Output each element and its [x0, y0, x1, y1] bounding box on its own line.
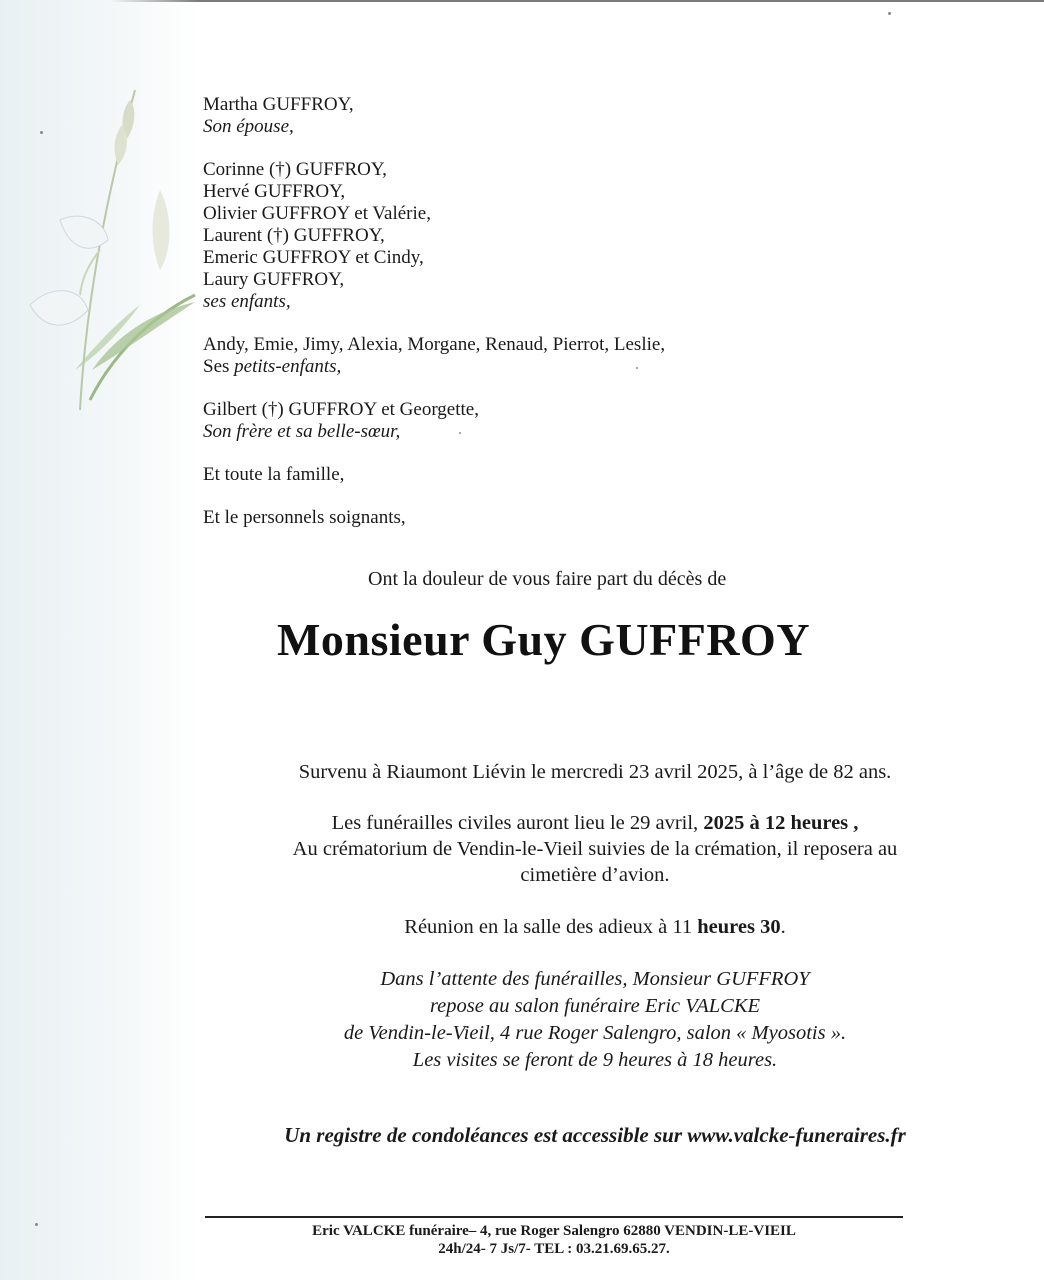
- scan-speck: [636, 367, 638, 369]
- funeral-line-1: [200, 810, 990, 836]
- salon-line: repose au salon funéraire Eric VALCKE: [429, 995, 761, 1017]
- death-details: Survenu à Riaumont Liévin le mercredi 23 avril 2025, à l’âge de 82 ans.: [298, 761, 892, 783]
- children-group: [203, 159, 665, 313]
- grandchildren-group: [203, 334, 665, 378]
- spouse-name: Martha GUFFROY,: [203, 94, 354, 115]
- spouse-relation: Son épouse,: [203, 116, 294, 137]
- lily-wheat-illustration: [10, 70, 200, 430]
- funeral-prefix: Les funérailles civiles auront lieu le 29 avril,: [331, 812, 704, 834]
- caregivers-group: [203, 507, 665, 529]
- family-list: [203, 94, 665, 550]
- meeting-prefix: Réunion en la salle des adieux à 11: [404, 916, 698, 938]
- sibling-relation: Son frère et sa belle-sœur,: [203, 421, 401, 442]
- funeral-home-footer: [205, 1222, 903, 1258]
- caregivers-line: Et le personnels soignants,: [203, 507, 406, 528]
- salon-line: de Vendin-le-Vieil, 4 rue Roger Salengro, salon « Myosotis ».: [343, 1022, 847, 1044]
- announcement-intro: Ont la douleur de vous faire part du décès de: [368, 568, 727, 590]
- funeral-time: 2025 à 12 heures ,: [703, 812, 859, 834]
- footer-address: Eric VALCKE funéraire– 4, rue Roger Salengro 62880 VENDIN-LE-VIEIL: [312, 1223, 796, 1239]
- child-name: Laury GUFFROY,: [203, 269, 345, 290]
- child-name: Olivier GUFFROY et Valérie,: [203, 203, 431, 224]
- child-name: Corinne (†) GUFFROY,: [203, 159, 387, 180]
- footer-contact: 24h/24- 7 Js/7- TEL : 03.21.69.65.27.: [438, 1241, 670, 1257]
- grandchildren-relation-line: [203, 356, 665, 378]
- salon-line: Dans l’attente des funérailles, Monsieur GUFFROY: [380, 968, 810, 990]
- meeting-details: [200, 914, 990, 940]
- whole-family-line: Et toute la famille,: [203, 464, 345, 485]
- footer-divider: [205, 1216, 903, 1218]
- scan-speck: [459, 432, 461, 434]
- funeral-line-2: Au crématorium de Vendin-le-Vieil suivies de la crémation, il reposera au: [292, 838, 898, 860]
- scan-speck: [40, 131, 43, 134]
- meeting-time: heures 30: [697, 916, 781, 938]
- spouse-group: [203, 94, 665, 138]
- scan-speck: [35, 1223, 38, 1226]
- deceased-name: Monsieur Guy GUFFROY: [277, 614, 811, 665]
- child-name: Laurent (†) GUFFROY,: [203, 225, 385, 246]
- salon-details: [200, 966, 990, 1074]
- grandchildren-relation-prefix: Ses: [203, 356, 235, 377]
- funeral-line-3: cimetière d’avion.: [520, 864, 670, 886]
- meeting-suffix: .: [780, 916, 786, 938]
- child-name: Emeric GUFFROY et Cindy,: [203, 247, 424, 268]
- whole-family-group: [203, 464, 665, 486]
- condolence-registry: Un registre de condoléances est accessible sur www.valcke-funeraires.fr: [284, 1123, 906, 1147]
- scan-speck: [888, 12, 891, 15]
- salon-line: Les visites se feront de 9 heures à 18 heures.: [412, 1049, 778, 1071]
- funeral-details: [200, 810, 990, 888]
- child-name: Hervé GUFFROY,: [203, 181, 346, 202]
- grandchildren-names: Andy, Emie, Jimy, Alexia, Morgane, Renaud, Pierrot, Leslie,: [203, 334, 666, 355]
- sibling-names: Gilbert (†) GUFFROY et Georgette,: [203, 399, 479, 420]
- grandchildren-relation: petits-enfants,: [234, 356, 342, 377]
- siblings-group: [203, 399, 665, 443]
- children-relation: ses enfants,: [203, 291, 291, 312]
